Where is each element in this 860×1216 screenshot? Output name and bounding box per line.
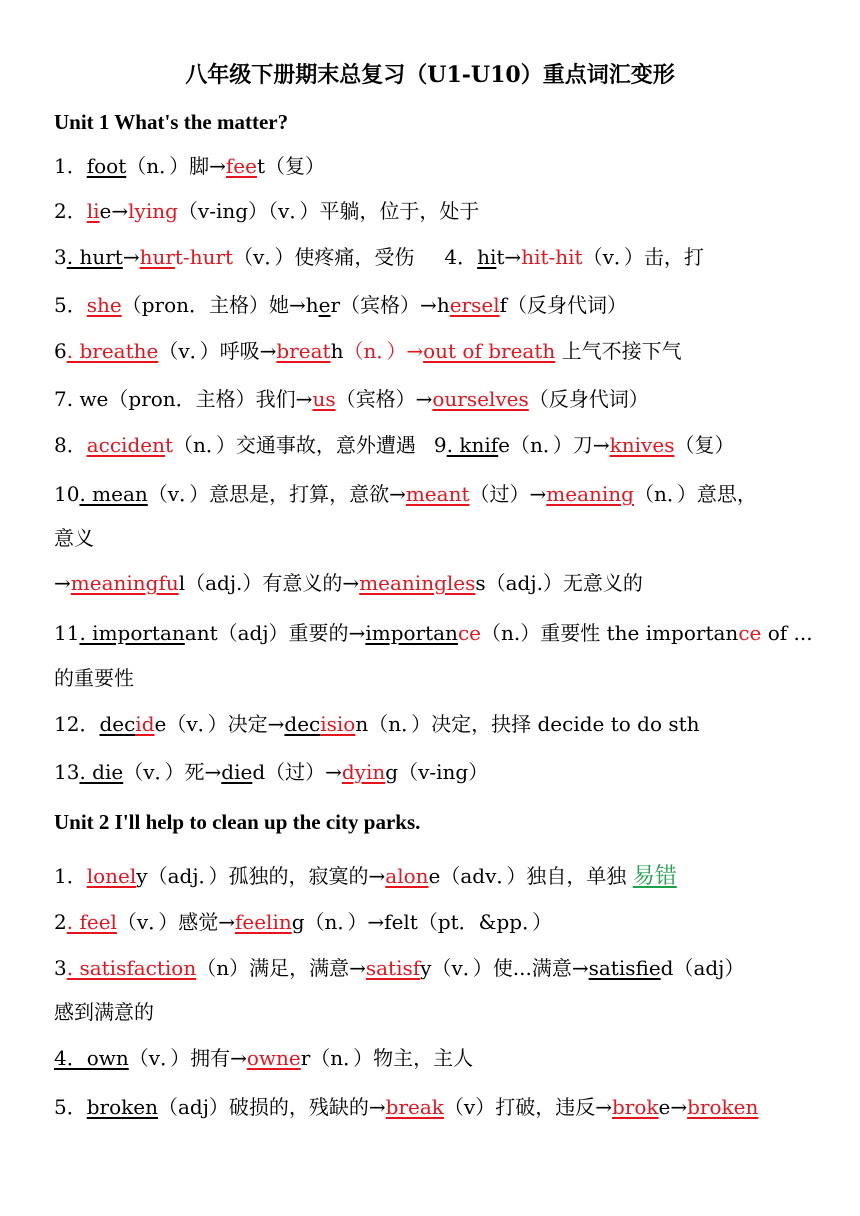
unit1-item-10-forms: →meaningful（adj.）有意义的→meaningless（adj.）无意义的 [54, 571, 643, 595]
unit1-item-10: 10. mean（v．）意思是，打算，意欲→meant（过）→meaning（n．）意思， [54, 482, 757, 506]
unit1-item-1: 1．foot（n．）脚→feet（复） [54, 154, 326, 178]
unit1-item-8-9: 8．accident（n．）交通事故，意外遭遇 9. knife（n．）刀→knives（复） [54, 433, 735, 457]
unit1-item-2: 2．lie→lying（v-ing）（v．）平躺，位于，处于 [54, 199, 480, 223]
unit2-item-3: 3. satisfaction（n）满足，满意→satisfy（v．）使...满意→satisfied（adj） [54, 956, 745, 980]
unit1-item-13: 13. die（v．）死→died（过）→dying（v-ing） [54, 760, 489, 784]
unit1-item-11-cont: 的重要性 [54, 666, 134, 690]
unit2-heading: Unit 2 I'll help to clean up the city parks. [54, 810, 421, 834]
unit1-item-7: 7. we（pron．主格）我们→us（宾格）→ourselves（反身代词） [54, 387, 649, 411]
error-prone-note: 易错 [632, 864, 677, 889]
page-title: 八年级下册期末总复习（U1-U10）重点词汇变形 [185, 62, 675, 88]
unit1-item-11: 11. importanant（adj）重要的→importance（n.）重要性 the importance of ... [54, 621, 813, 645]
unit1-item-5: 5．she（pron．主格）她→her（宾格）→herself（反身代词） [54, 293, 628, 317]
unit2-item-1: 1．lonely（adj．）孤独的，寂寞的→alone（adv．）独自，单独 易错 [54, 864, 677, 889]
unit2-item-5: 5．broken（adj）破损的，残缺的→break（v）打破，违反→broke→broken [54, 1095, 759, 1119]
unit2-item-2: 2. feel（v．）感觉→feeling（n．）→felt（pt．&pp．） [54, 910, 553, 934]
unit1-item-6: 6. breathe（v．）呼吸→breath（n．）→out of breath 上气不接下气 [54, 339, 682, 363]
unit1-item-12: 12．decide（v．）决定→decision（n．）决定，抉择 decide to do sth [54, 712, 700, 736]
unit2-item-4: 4．own（v．）拥有→owner（n．）物主，主人 [54, 1046, 474, 1070]
unit1-item-10-cont: 意义 [54, 526, 94, 550]
unit1-heading: Unit 1 What's the matter? [54, 110, 289, 134]
unit1-item-3-4: 3. hurt→hurt-hurt（v．）使疼痛，受伤 4．hit→hit-hit（v．）击，打 [54, 245, 704, 269]
unit2-item-3-cont: 感到满意的 [54, 1000, 154, 1024]
